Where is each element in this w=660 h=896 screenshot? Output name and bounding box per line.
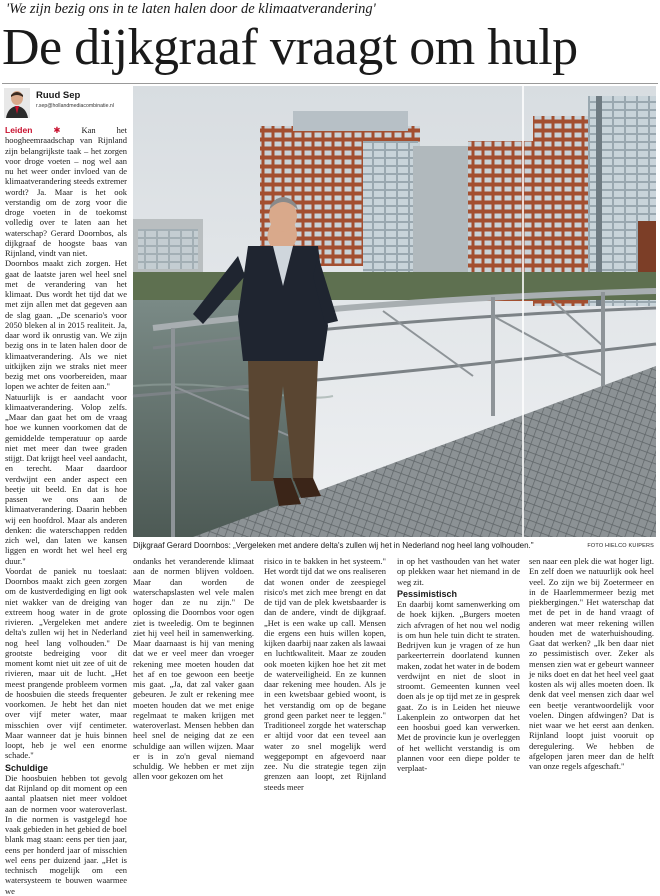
author-photo (4, 88, 30, 118)
paragraph-text: in op het vasthouden van het water op plekken waar het niemand in de weg zit. (397, 556, 520, 587)
divider (2, 83, 658, 84)
dateline: Leiden (5, 125, 33, 135)
dateline-star-icon: ✱ (53, 125, 61, 135)
article-column-5 (529, 556, 654, 771)
photo-credit: FOTO HIELCO KUIPERS (587, 543, 654, 549)
article-column-4 (397, 556, 520, 773)
paragraph-text: sen naar een plek die wat hoger ligt. En zelf doen we natuurlijk ook heel veel. Zo zijn we bij Zoetermeer en in de Haarlemmermeer bezig met piekbergingen." Het waterschap dat met de pet in de hand vraagt of anderen wat meer rekening willen houden met de waterhuishouding. Gaat dat werken? „Ik ben daar niet zo pessimistisch over. Zeker als mensen zien wat er gebeurt wanneer je niks doet en dat het heel veel gaat kosten als wij alles moeten doen. Ik denk dat veel mensen zich daar wel een beetje verantwoordelijk voor voelen. Dingen afdwingen? Dat is niet waar we het eerst aan denken. Rijnland loopt juist vooruit op deregulering. We hebben de afgelopen jaren meer dan de helft van onze regels afgeschaft." (529, 556, 654, 771)
paragraph-text: En daarbij komt samenwerking om de hoek kijken. „Burgers moeten zich afvragen of het nou wel nodig is om hun hele tuin dicht te straten. Bedrijven kun je vragen of ze hun parkeerterrein doorlatend kunnen maken, zodat het water in de bodem verdwijnt en niet de sloot in stroomt. Gemeenten kunnen veel doen als je op tijd met ze in gesprek gaat. Zo is in Leiden het nieuwe Lakenplein zo ontworpen dat het een hoosbui goed kan verwerken. Met de provincie kun je overleggen of het wellicht verstandig is om plannen voor een diepe polder te verplaat- (397, 599, 520, 773)
paragraph-text: risico in te bakken in het systeem." Het wordt tijd dat we ons realiseren dat wonen onder de zeespiegel risico's met zich mee brengt en dat de tijd van de plek kwetsbaarder is dan de andere, vindt de dijkgraaf. „Het is een wake up call. Mensen die ergens een huis willen kopen, kijken daarbij naar zaken als lawaai en luchtkwaliteit. Maar ze zouden ook moeten kijken hoe het zit met de waterveiligheid. En ze kunnen daar rekening mee houden. Als je in een kwetsbaar gebied woont, is het verstandig om op de begane grond geen parket neer te leggen." Traditioneel zorgde het waterschap er altijd voor dat een teveel aan water zo snel mogelijk werd weggepompt en afgevoerd naar zee. Nu die strategie tegen zijn grenzen aan loopt, zet Rijnland steeds meer (264, 556, 386, 792)
author-portrait-icon (4, 88, 30, 118)
paragraph-3: Natuurlijk is er aandacht voor klimaatverandering. Volop zelfs. „Maar dan gaat het om de vraag hoe we kunnen voorkomen dat de gemiddelde temperatuur op aarde niet met meer dan twee graden stijgt. Dat krijgt heel veel aandacht, en terecht. Maar daardoor verdwijnt een ander aspect een beetje uit beeld. En dat is hoe passen we ons aan de klimaatverandering. Daarin hebben wij een hoofdrol. Maar als anderen denken: die waterschappen redden zich wel, dan laten we kansen liggen en wordt het wel heel erg duur." (5, 391, 127, 566)
kicker: 'We zijn bezig ons in te laten halen door de klimaatverandering' (6, 1, 376, 17)
paragraph-2: Doornbos maakt zich zorgen. Het gaat de laatste jaren wel heel snel met de verandering van het klimaat. Dus wordt het tijd dat we met zijn allen met dat gegeven aan de slag gaan. „De scenario's voor 2050 bleken al in 2015 realiteit. Ja, daar word ik onrustig van. We zijn bezig ons in te laten halen door de klimaatverandering. Als we niet uitkijken zijn we straks niet meer bezig met ons voorbereiden, maar lopen we achter de feiten aan." (5, 258, 127, 392)
photo-caption: Dijkgraaf Gerard Doornbos: „Vergeleken met andere delta's zullen wij het in Nederland nog heel lang volhouden." (133, 541, 534, 550)
dijkgraaf-photo-icon (133, 86, 656, 537)
author-email[interactable]: r.sep@hollandmediacombinatie.nl (36, 103, 114, 109)
paragraph-5: Die hoosbuien hebben tot gevolg dat Rijnland op dit moment op een aantal plaatsen niet meer voldoet aan de normen voor wateroverlast. In die normen is vastgelegd hoe vaak gebieden in het gebied de boel blank mag staan: eens per tien jaar, eens per honderd jaar of misschien wel eens per duizend jaar. „Het is technisch mogelijk om een watersysteem te bouwen waarmee we (5, 772, 127, 896)
main-photo (133, 86, 656, 537)
paragraph-text: Kan het hoogheemraadschap van Rijnland zijn belangrijkste taak – het zorgen voor droge voeten – nog wel aan nu het weer onder invloed van de klimaatverandering steeds extremer wordt? Ja. Maar is het ook verstandig om de zorg voor die droge voeten in de toekomst volledig over te laten aan het waterschap? Gerard Doornbos, als dijkgraaf de hoogste baas van Rijnland, vindt van niet. (5, 125, 128, 258)
paragraph-text: ondanks het veranderende klimaat aan de normen blijven voldoen. Maar dan worden de waterschapslasten wel vele malen hoger dan ze nu zijn." De oplossing die Doornbos voor ogen ziet is tweeledig. Om te beginnen ziet hij veel heil in samenwerking. Maar daarnaast is hij van mening dat we er veel meer dan vroeger rekening mee moeten houden dat het af en toe gewoon een beetje mis gaat. „Ja, dat zal vaker gaan gebeuren. Je zult er rekening mee moeten houden dat we met enige regelmaat te maken krijgen met wateroverlast. Mensen hebben dan heel snel de neiging dat ze een schuldige aan willen wijzen. Maar er is in zo'n geval niemand schuldig. We hebben er met zijn allen voor gekozen om het (133, 556, 254, 782)
article-column-1 (5, 125, 128, 896)
author-name: Ruud Sep (36, 90, 81, 101)
article-column-3 (264, 556, 386, 792)
headline: De dijkgraaf vraagt om hulp (2, 19, 578, 76)
byline (4, 88, 128, 118)
subheading-schuldige: Schuldige (5, 762, 49, 773)
article-column-2 (133, 556, 254, 782)
paragraph-4: Voordat de paniek nu toeslaat: Doornbos maakt zich geen zorgen om de kustverdediging en ligt ook niet wakker van de dreiging van extreem hoog water in de grote rivieren. „Vergeleken met andere delta's zullen wij het in Nederland nog heel lang volhouden." De grootste bedreiging voor dit moment komt niet uit zee of uit de rivieren, maar uit de lucht. „Het meest prangende probleem vormen de hoosbuien die steeds frequenter voorkomen. Je hebt het dan niet over vijf meter water, maar misschien over vijf centimeter. Maar wanneer dat je huis binnen loopt, heb je wel een enorme schade." (5, 565, 127, 761)
subheading-pessimistisch: Pessimistisch (397, 588, 458, 599)
paragraph-1 (5, 125, 127, 258)
